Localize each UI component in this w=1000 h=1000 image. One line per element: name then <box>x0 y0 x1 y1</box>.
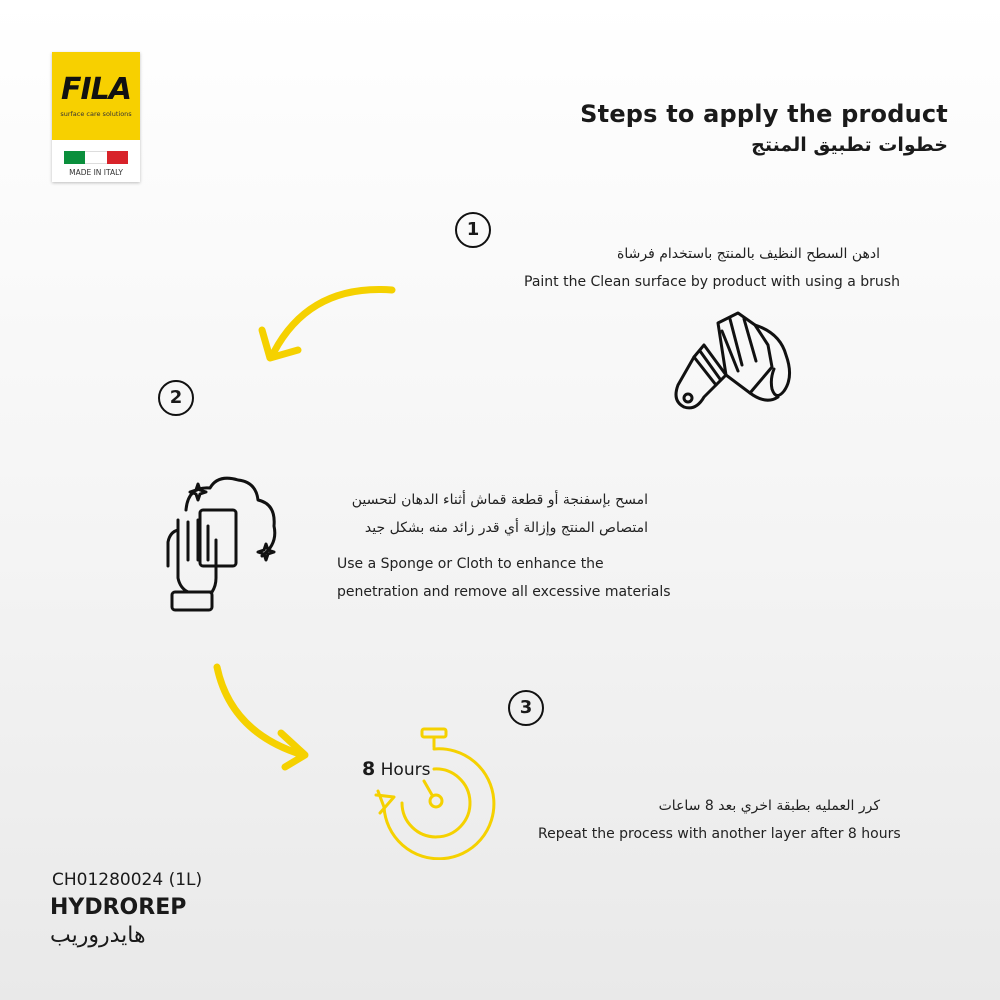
hand-sponge-icon <box>158 470 288 620</box>
step-3-badge: 3 <box>508 690 544 726</box>
page-title: Steps to apply the product <box>580 100 948 128</box>
brand-logo <box>52 52 140 182</box>
italy-flag-icon <box>64 151 128 164</box>
logo-yellow-block <box>52 52 140 140</box>
step-1-badge: 1 <box>455 212 491 248</box>
logo-wordmark: FILA <box>61 72 131 107</box>
step-2-text-arabic-line1: امسح بإسفنجة أو قطعة قماش أثناء الدهان لتحسين <box>351 492 648 508</box>
stopwatch-icon <box>370 725 500 860</box>
logo-tagline: surface care solutions <box>60 110 132 118</box>
page-title-arabic: خطوات تطبيق المنتج <box>751 134 948 156</box>
product-code: CH01280024 (1L) <box>52 870 203 890</box>
step-2-text-arabic-line2: امتصاص المنتج وإزالة أي قدر زائد منه بشكل جيد <box>364 520 648 536</box>
step-3-text-arabic: كرر العمليه بطبقة اخري بعد 8 ساعات <box>658 798 880 814</box>
step-1-text-arabic: ادهن السطح النظيف بالمنتج باستخدام فرشاة <box>617 246 880 262</box>
step-2-badge: 2 <box>158 380 194 416</box>
paint-brush-icon <box>660 305 810 425</box>
curved-arrow-icon-2 <box>205 655 330 775</box>
step-1-text-english: Paint the Clean surface by product with using a brush <box>524 274 900 290</box>
step-2-text-english-line2: penetration and remove all excessive materials <box>337 584 671 600</box>
step-3-text-english: Repeat the process with another layer after 8 hours <box>538 826 901 842</box>
product-name-arabic: هايدروريب <box>50 923 146 948</box>
timer-unit: Hours <box>380 760 431 780</box>
curved-arrow-icon <box>250 270 410 380</box>
made-in-italy-label: MADE IN ITALY <box>69 168 123 177</box>
product-name: HYDROREP <box>50 895 187 920</box>
timer-value: 8 <box>362 758 376 780</box>
step-2-text-english-line1: Use a Sponge or Cloth to enhance the <box>337 556 604 572</box>
